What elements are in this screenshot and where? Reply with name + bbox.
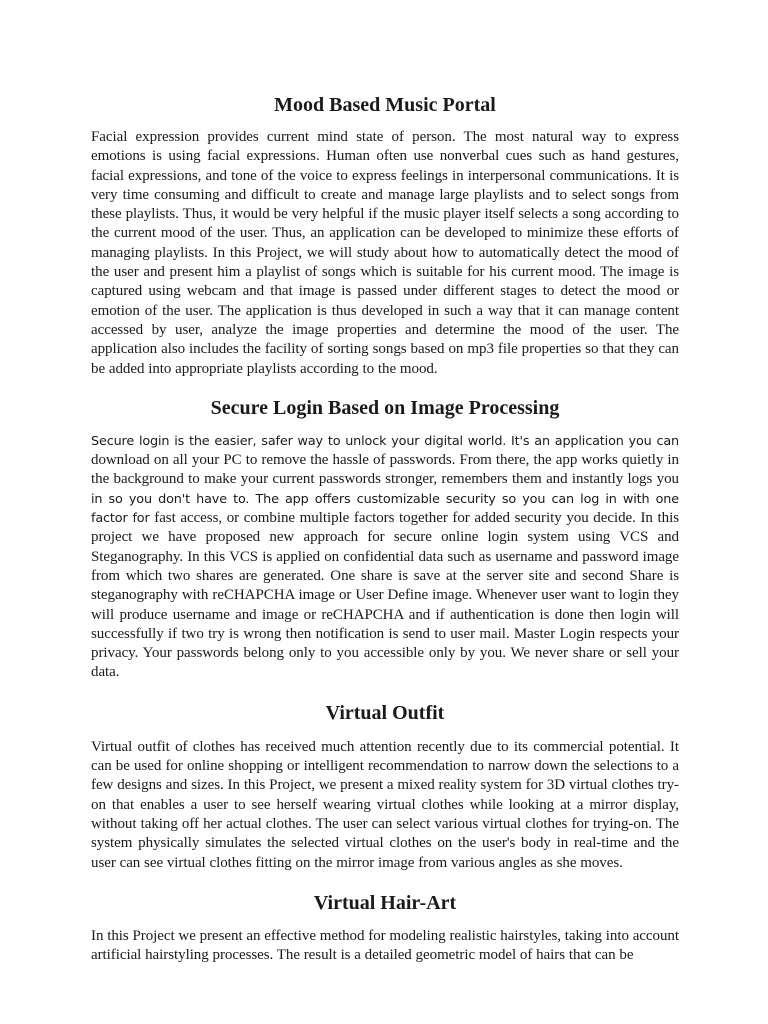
secure-login-text-run-1: Secure login is the easier, safer way to unlock your digital world. It's an application you can (91, 433, 679, 449)
section-body-virtual-hair-art: In this Project we present an effective method for modeling realistic hairstyles, taking into account artificial hairstyling processes. The result is a detailed geometric model of hairs that can be (91, 927, 679, 964)
secure-login-text-run-3: in so you don't have to. The app offers customizable security so you can log in with one factor for (91, 491, 679, 527)
section-body-mood-music: Facial expression provides current mind state of person. The most natural way to express emotions is using facial expressions. Human often use nonverbal cues such as hand gestures, facial expressions, and tone of the voice to express feelings in interpersonal communications. It is very time consuming and difficult to create and manage large playlists and to select songs from these playlists. Thus, it would be very helpful if the music player itself selects a song according to the current mood of the user. Thus, an application can be developed to minimize these efforts of managing playlists. In this Project, we will study about how to automatically detect the mood of the user and present him a playlist of songs which is suitable for his current mood. The image is captured using webcam and that image is passed under different stages to detect the mood or emotion of the user. The application is thus developed in such a way that it can manage content accessed by user, analyze the image properties and determine the mood of the user. The application also includes the facility of sorting songs based on mp3 file properties so that they can be added into appropriate playlists according to the mood. (91, 129, 679, 377)
secure-login-text-run-4: fast access, or combine multiple factors together for added security you decide. In this project we have proposed new approach for secure online login system using VCS and Steganography. In this VCS is applied on confidential data such as username and password image from which two shares are generated. One share is save at the server site and second Share is steganography with reCHAPCHA image or User Define image. Whenever user want to login they will produce username and image or reCHAPCHA and if authentication is done then login will successfully if two try is wrong then notification is send to user mail. Master Login respects your privacy. Your passwords belong only to you accessible only by you. We never share or sell your data. (91, 510, 680, 681)
secure-login-text-run-2: download on all your PC to remove the hassle of passwords. From there, the app works quietly in the background to make your current passwords stronger, remembers them and instantly logs you (91, 452, 679, 488)
section-body-secure-login (91, 432, 679, 683)
document-page (91, 88, 679, 965)
section-title-virtual-hair-art: Virtual Hair-Art (313, 891, 457, 914)
section-title-secure-login: Secure Login Based on Image Processing (210, 396, 560, 419)
section-title-mood-music: Mood Based Music Portal (274, 94, 496, 116)
section-body-virtual-outfit: Virtual outfit of clothes has received much attention recently due to its commercial potential. It can be used for online shopping or intelligent recommendation to narrow down the selections to a few designs and sizes. In this Project, we present a mixed reality system for 3D virtual clothes try-on that enables a user to see herself wearing virtual clothes while looking at a mirror display, without taking off her actual clothes. The user can select various virtual clothes for trying-on. The system physically simulates the selected virtual clothes on the user's body in real-time and the user can see virtual clothes fitting on the mirror image from various angles as she moves. (91, 738, 679, 871)
section-title-virtual-outfit: Virtual Outfit (325, 701, 445, 724)
